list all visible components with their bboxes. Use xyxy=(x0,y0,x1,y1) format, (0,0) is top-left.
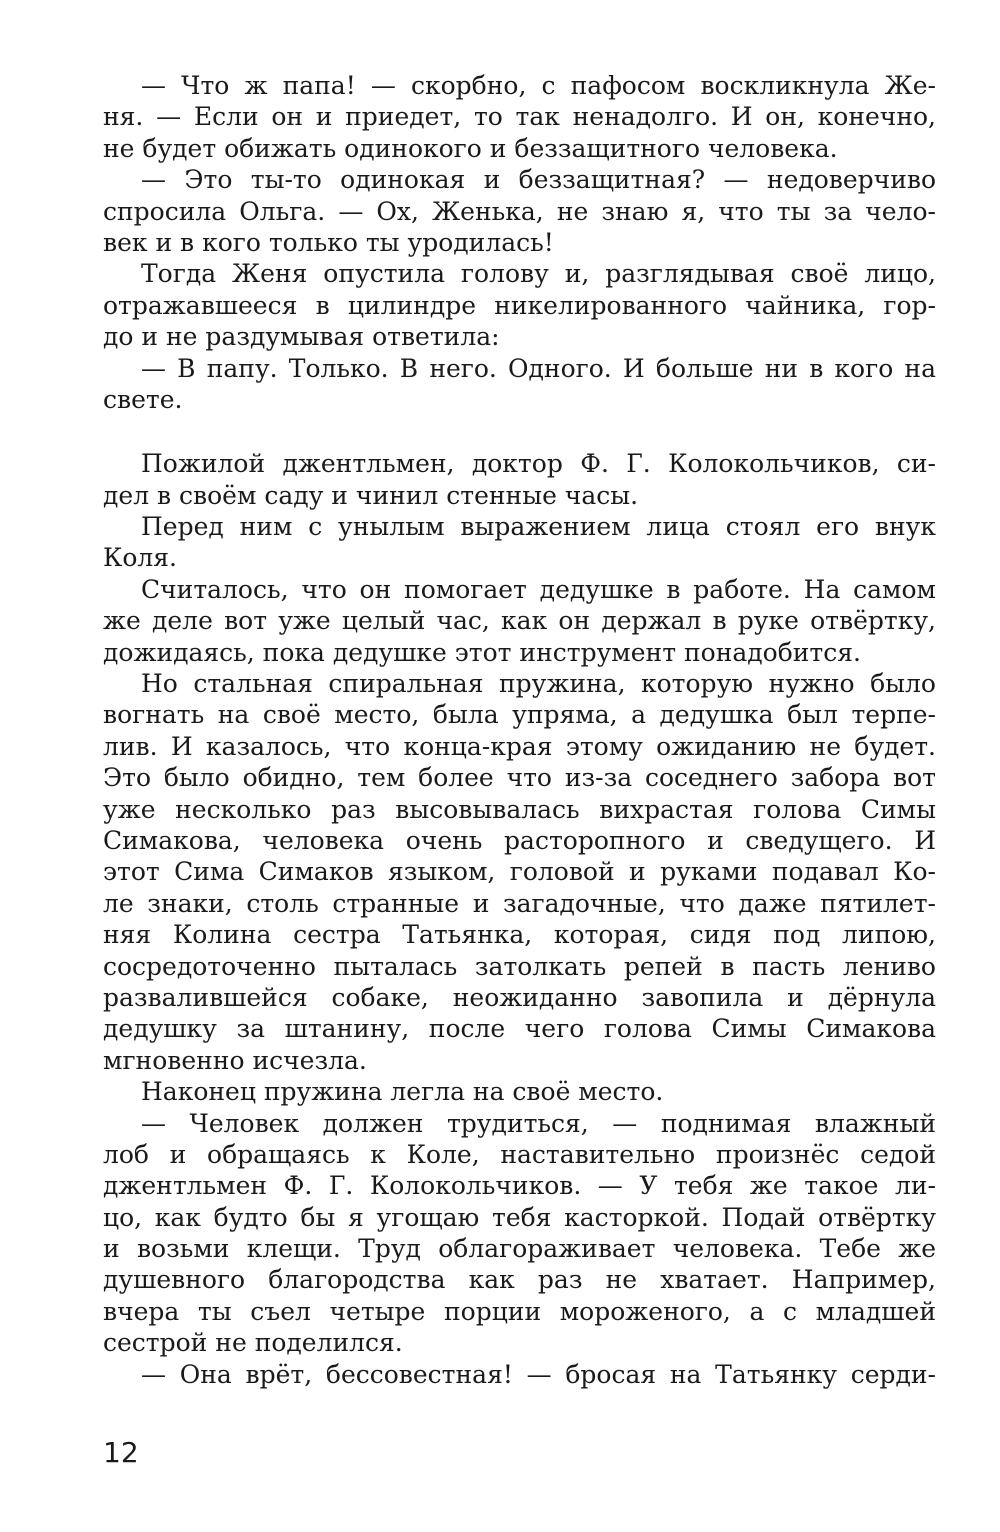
paragraph xyxy=(103,448,936,511)
text-line: душевного благородства как раз не хватает. Например, xyxy=(103,1265,936,1295)
text-line: век и в кого только ты уродилась! xyxy=(103,227,554,257)
text-line: джентльмен Ф. Г. Колокольчиков. — У тебя же такое ли- xyxy=(103,1171,936,1201)
text-line: дел в своём саду и чинил стенные часы. xyxy=(103,480,639,510)
text-line: этот Сима Симаков языком, головой и руками подавал Ко- xyxy=(103,857,936,887)
text-line: ле знаки, столь странные и загадочные, что даже пятилет- xyxy=(103,888,936,918)
text-line: сестрой не поделился. xyxy=(103,1328,403,1358)
paragraph xyxy=(103,70,936,164)
text-line: развалившейся собаке, неожиданно завопила и дёрнула xyxy=(103,982,936,1012)
text-line: — Что ж папа! — скорбно, с пафосом воскликнула Же- xyxy=(141,71,936,100)
text-line: Пожилой джентльмен, доктор Ф. Г. Колокольчиков, си- xyxy=(141,449,936,479)
text-line: лоб и обращаясь к Коле, наставительно произнёс седой xyxy=(103,1139,936,1169)
text-line: ня. — Если он и приедет, то так ненадолго. И он, конечно, xyxy=(103,102,936,132)
paragraph xyxy=(103,353,936,416)
text-line: отражавшееся в цилиндре никелированного чайника, гор- xyxy=(103,290,936,320)
text-line: вогнать на своё место, была упряма, а дедушка был терпе- xyxy=(103,700,936,730)
page-number: 12 xyxy=(103,1436,139,1469)
text-line: и возьми клещи. Труд облагораживает человека. Тебе же xyxy=(103,1234,936,1264)
text-line: Считалось, что он помогает дедушке в работе. На самом xyxy=(141,574,936,604)
paragraph xyxy=(103,668,936,1076)
paragraph xyxy=(103,574,936,668)
text-line: сосредоточенно пыталась затолкать репей в пасть лениво xyxy=(103,951,936,981)
text-line: Тогда Женя опустила голову и, разглядывая своё лицо, xyxy=(141,259,936,289)
paragraph xyxy=(103,1359,936,1390)
paragraph xyxy=(103,1108,936,1359)
text-line: Коля. xyxy=(103,543,177,573)
text-line: лив. И казалось, что конца-края этому ожиданию не будет. xyxy=(103,731,936,761)
text-line: вчера ты съел четыре порции мороженого, а с младшей xyxy=(103,1296,936,1326)
text-line: же деле вот уже целый час, как он держал в руке отвёртку, xyxy=(103,606,936,636)
text-line: Это было обидно, тем более что из-за соседнего забора вот xyxy=(103,763,936,793)
text-line: — Она врёт, бессовестная! — бросая на Татьянку серди- xyxy=(141,1359,936,1389)
text-line: Наконец пружина легла на своё место. xyxy=(141,1077,664,1107)
text-line: — Это ты-то одинокая и беззащитная? — недоверчиво xyxy=(141,165,936,195)
text-line: мгновенно исчезла. xyxy=(103,1045,367,1075)
text-line: — Человек должен трудиться, — поднимая влажный xyxy=(141,1108,936,1138)
text-line: Перед ним с унылым выражением лица стоял его внук xyxy=(141,512,936,542)
text-line: до и не раздумывая ответила: xyxy=(103,322,500,352)
text-line: няя Колина сестра Татьянка, которая, сидя под липою, xyxy=(103,920,936,950)
text-line: цо, как будто бы я угощаю тебя касторкой. Подай отвёртку xyxy=(103,1202,936,1232)
paragraph xyxy=(103,1076,936,1107)
text-line: дожидаясь, пока дедушке этот инструмент понадобится. xyxy=(103,637,861,667)
text-line: Симакова, человека очень расторопного и сведущего. И xyxy=(103,825,936,855)
text-line: дедушку за штанину, после чего голова Симы Симакова xyxy=(103,1014,936,1044)
text-line: — В папу. Только. В него. Одного. И больше ни в кого на xyxy=(141,353,936,383)
paragraph xyxy=(103,258,936,352)
section-break xyxy=(103,415,936,448)
text-line: свете. xyxy=(103,384,183,414)
paragraph xyxy=(103,164,936,258)
page-text xyxy=(103,70,936,1390)
text-line: не будет обижать одинокого и беззащитного человека. xyxy=(103,133,838,163)
text-line: Но стальная спиральная пружина, которую нужно было xyxy=(141,669,936,699)
paragraph xyxy=(103,511,936,574)
text-line: спросила Ольга. — Ох, Женька, не знаю я, что ты за чело- xyxy=(103,196,936,226)
text-line: уже несколько раз высовывалась вихрастая голова Симы xyxy=(103,794,936,824)
